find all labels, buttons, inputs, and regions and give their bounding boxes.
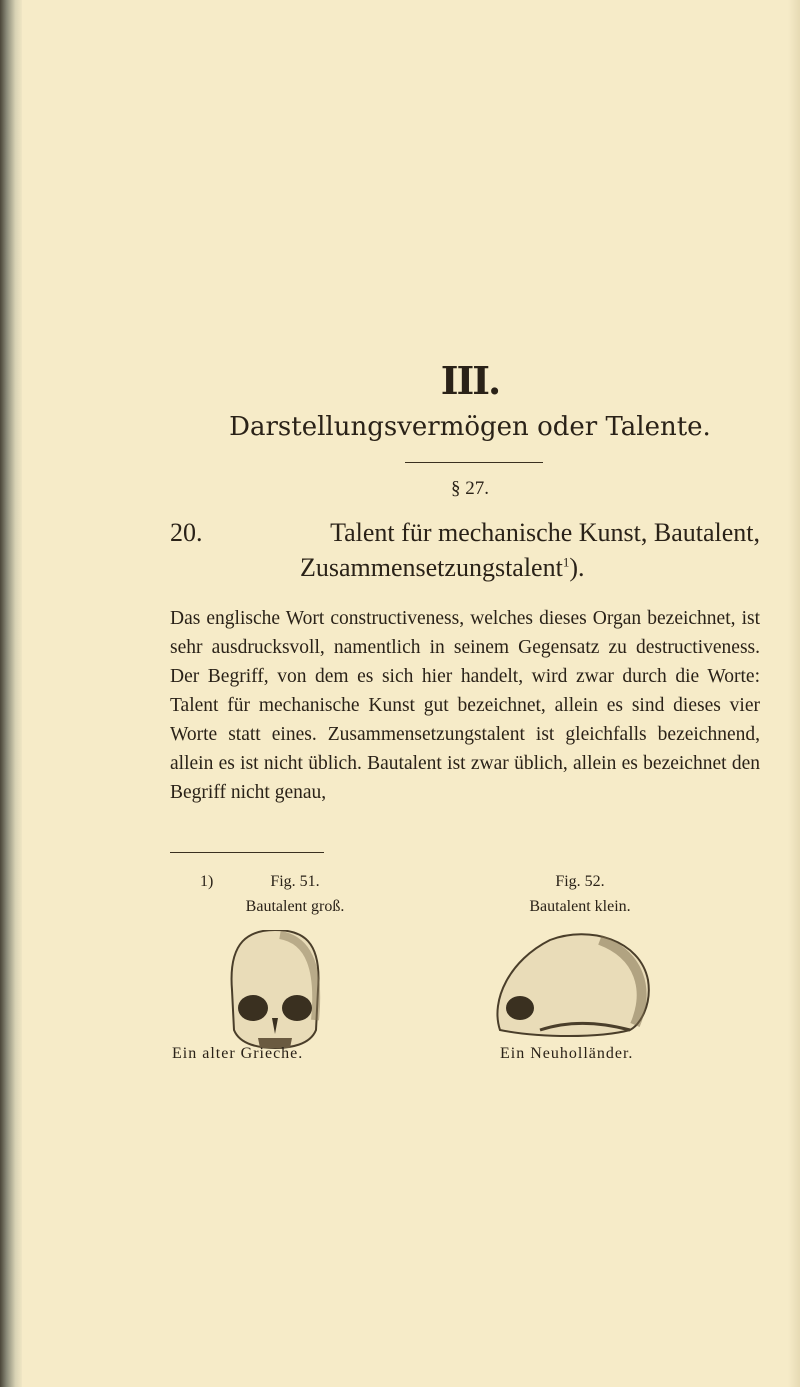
page-edge <box>788 0 800 1387</box>
footnote-marker: 1) <box>200 873 214 890</box>
figure-51-label: Fig. 51. <box>270 873 320 890</box>
figure-52-label: Fig. 52. <box>555 873 605 890</box>
heading-end: ). <box>569 553 585 582</box>
skull-profile-illustration <box>480 930 660 1040</box>
figure-52-caption: Ein Neuholländer. <box>500 1045 634 1062</box>
divider <box>405 462 543 463</box>
chapter-title: Darstellungsvermögen oder Talente. <box>229 412 711 442</box>
book-binding <box>0 0 22 1387</box>
figure-51-caption: Ein alter Grieche. <box>172 1045 304 1062</box>
skull-front-illustration <box>220 930 330 1050</box>
section-number: § 27. <box>451 478 489 499</box>
figure-52-title: Bautalent klein. <box>529 898 631 915</box>
footnote-divider <box>170 852 324 853</box>
body-paragraph: Das englische Wort constructiveness, welches dieses Organ bezeichnet, ist sehr ausdrucksvoll, namentlich in seinem Gegensatz zu destructiveness. Der Begriff, von dem es sich hier handelt, wird zwar durch die Worte: Talent für mechanische Kunst gut bezeichnet, allein es sind dieses vier Worte statt eines. Zusammensetzungstalent ist gleichfalls bezeichnend, allein es ist nicht üblich. Bautalent ist zwar üblich, allein es bezeichnet den Begriff nicht genau, <box>170 608 760 803</box>
heading-line-2 <box>300 553 585 583</box>
chapter-numeral: III. <box>440 358 500 403</box>
footnote-ref: 1 <box>562 554 570 570</box>
heading-text: Zusammensetzungstalent <box>300 553 563 582</box>
heading-number: 20. <box>170 518 203 547</box>
figure-51-title: Bautalent groß. <box>245 898 345 915</box>
heading-line-1: Talent für mechanische Kunst, Bautalent, <box>330 518 760 547</box>
